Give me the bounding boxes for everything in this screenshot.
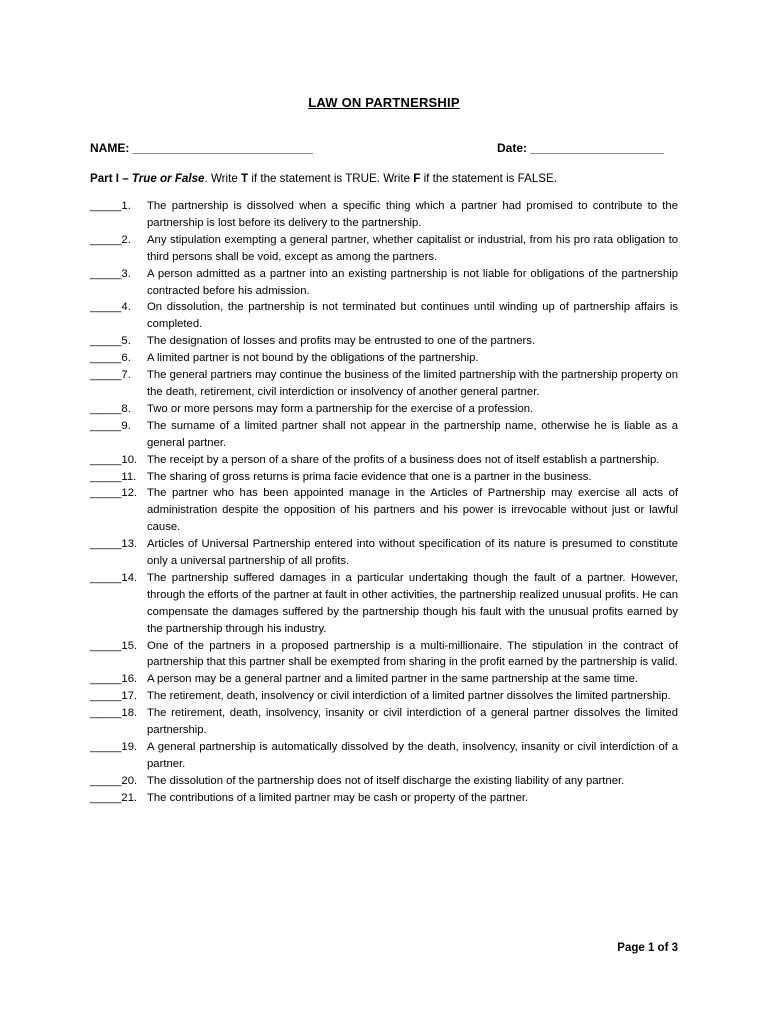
question-text: Any stipulation exempting a general partner, whether capitalist or industrial, from his pro rata obligation to third persons shall be void, except as among the partners. [147, 233, 678, 263]
document-title: LAW ON PARTNERSHIP [308, 95, 460, 110]
question-number: _____2. [90, 233, 131, 246]
date-field-label: Date: ____________________ [497, 141, 664, 155]
question-number: _____7. [90, 369, 131, 382]
part-instructions [90, 172, 557, 185]
question-text: A person may be a general partner and a limited partner in the same partnership at the same time. [147, 673, 639, 686]
question-text: The general partners may continue the business of the limited partnership with the partnership property on the death, retirement, civil interdiction or insolvency of another general partner. [147, 369, 678, 398]
question-item [90, 536, 678, 570]
question-item [90, 401, 678, 418]
question-item [90, 232, 678, 266]
part-label: Part I – [90, 172, 132, 185]
question-text: On dissolution, the partnership is not terminated but continues until winding up of partnership affairs is completed. [147, 301, 678, 331]
question-item [90, 790, 678, 807]
question-text: Two or more persons may form a partnership for the exercise of a profession. [147, 402, 534, 415]
question-number: _____9. [90, 419, 131, 432]
question-number: _____4. [90, 301, 131, 314]
name-field-label: NAME: ___________________________ [90, 141, 313, 155]
true-letter: T [241, 172, 249, 185]
question-number: _____18. [90, 707, 138, 720]
question-text: The sharing of gross returns is prima facie evidence that one is a partner in the business. [147, 470, 592, 483]
question-item [90, 469, 678, 486]
question-number: _____12. [90, 487, 138, 500]
question-number: _____3. [90, 267, 131, 280]
question-number: _____15. [90, 639, 138, 652]
instructions-text-2: if the statement is TRUE. Write [248, 172, 414, 185]
question-text: The receipt by a person of a share of the profits of a business does not of itself establish a partnership. [147, 453, 660, 466]
page-number: Page 1 of 3 [617, 942, 678, 954]
question-text: The retirement, death, insolvency, insanity or civil interdiction of a general partner dissolves the limited partnership. [147, 707, 678, 737]
question-number: _____17. [90, 690, 138, 703]
question-item [90, 266, 678, 300]
question-item [90, 367, 678, 401]
question-text: The dissolution of the partnership does not of itself discharge the existing liability of any partner. [147, 774, 625, 787]
instructions-text-3: if the statement is FALSE. [420, 172, 557, 185]
question-number: _____1. [90, 200, 131, 212]
question-number: _____14. [90, 571, 138, 584]
instructions-text-1: . Write [204, 172, 242, 185]
question-number: _____8. [90, 402, 131, 415]
question-number: _____10. [90, 453, 138, 466]
question-number: _____20. [90, 774, 138, 787]
question-number: _____21. [90, 791, 138, 804]
question-text: A limited partner is not bound by the obligations of the partnership. [147, 352, 479, 365]
question-item [90, 198, 678, 232]
question-number: _____5. [90, 335, 131, 348]
question-item [90, 671, 678, 688]
question-list [90, 198, 678, 807]
question-text: The surname of a limited partner shall not appear in the partnership name, otherwise he is liable as a general partner. [147, 419, 678, 449]
question-item [90, 570, 678, 638]
question-text: One of the partners in a proposed partnership is a multi-millionaire. The stipulation in the contract of partnership that this partner shall be exempted from sharing in the profit earned by the partnership is valid. [147, 639, 678, 669]
question-text: The contributions of a limited partner may be cash or property of the partner. [147, 791, 529, 804]
question-text: The partnership suffered damages in a particular undertaking though the fault of a partner. However, through the efforts of the partner at fault in other activities, the partnership realized unusual profits. He can compensate the damages suffered by the partnership though his fault with the unusual profits earned by the partnership through his industry. [147, 571, 678, 635]
question-item [90, 485, 678, 536]
question-text: A person admitted as a partner into an existing partnership is not liable for obligations of the partnership contracted before his admission. [147, 267, 678, 297]
question-number: _____11. [90, 470, 137, 483]
question-item [90, 739, 678, 773]
question-item [90, 773, 678, 790]
question-item [90, 333, 678, 350]
question-item [90, 299, 678, 333]
false-letter: F [413, 172, 421, 185]
question-item [90, 350, 678, 367]
part-type: True or False [131, 172, 205, 185]
question-item [90, 452, 678, 469]
question-number: _____16. [90, 673, 138, 686]
question-item [90, 705, 678, 739]
question-text: The partner who has been appointed manage in the Articles of Partnership may exercise all acts of administration despite the opposition of his partners and his power is irrevocable without just or lawful cause. [147, 487, 678, 534]
question-text: The partnership is dissolved when a specific thing which a partner had promised to contribute to the partnership is lost before its delivery to the partnership. [147, 200, 678, 229]
question-text: The designation of losses and profits may be entrusted to one of the partners. [147, 335, 536, 348]
question-number: _____6. [90, 352, 131, 365]
question-text: Articles of Universal Partnership entered into without specification of its nature is presumed to constitute only a universal partnership of all profits. [147, 538, 678, 568]
question-text: The retirement, death, insolvency or civil interdiction of a limited partner dissolves the limited partnership. [147, 690, 671, 703]
question-item [90, 688, 678, 705]
question-text: A general partnership is automatically dissolved by the death, insolvency, insanity or civil interdiction of a partner. [147, 741, 678, 770]
question-item [90, 638, 678, 672]
question-number: _____13. [90, 538, 138, 551]
question-item [90, 418, 678, 452]
question-number: _____19. [90, 741, 138, 753]
